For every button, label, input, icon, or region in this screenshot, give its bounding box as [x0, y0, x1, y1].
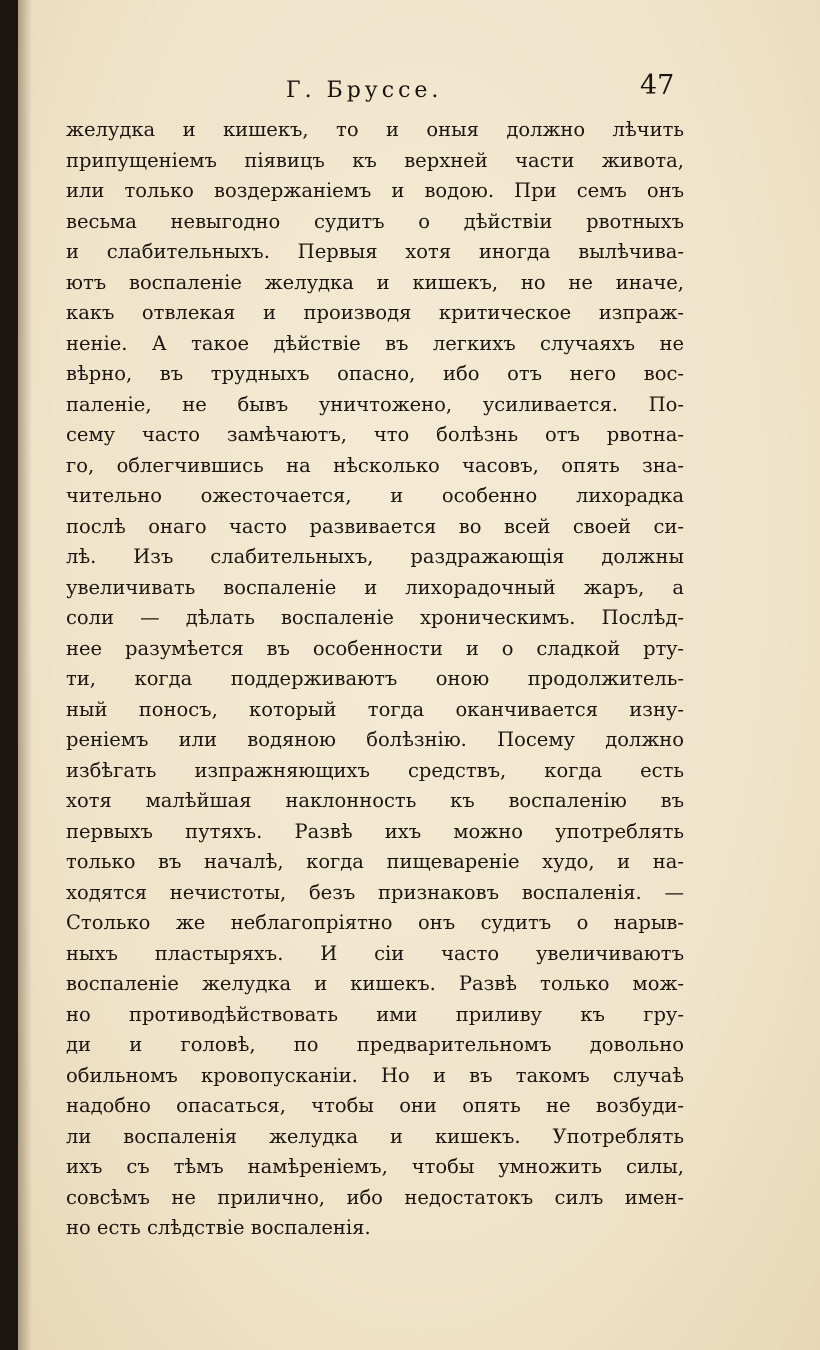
text-line: или только воздержаніемъ и водою. При семъ онъ — [66, 179, 684, 202]
text-line: припущеніемъ піявицъ къ верхней части живота, — [66, 148, 684, 172]
text-line: надобно опасаться, чтобы они опять не возбуди- — [66, 1094, 684, 1117]
text-line: ли воспаленія желудка и кишекъ. Употреблять — [66, 1124, 684, 1148]
text-line: ди и головѣ, по предварительномъ довольно — [66, 1033, 684, 1056]
text-line: какъ отвлекая и производя критическое изпраж- — [66, 301, 684, 324]
text-line: увеличивать воспаленіе и лихорадочный жаръ, а — [66, 575, 684, 599]
text-line: Столько же неблагопріятно онъ судитъ о нарыв- — [66, 911, 684, 934]
text-line: ти, когда поддерживаютъ оною продолжитель- — [66, 667, 684, 690]
text-line: хотя малѣйшая наклонность къ воспаленію въ — [66, 789, 684, 812]
text-line: весьма невыгодно судитъ о дѣйствіи рвотныхъ — [66, 209, 684, 233]
text-line: первыхъ путяхъ. Развѣ ихъ можно употреблять — [66, 819, 684, 843]
text-line: сему часто замѣчаютъ, что болѣзнь отъ рвотна- — [66, 423, 684, 446]
text-line: реніемъ или водяною болѣзнію. Посему должно — [66, 728, 684, 751]
text-line: лѣ. Изъ слабительныхъ, раздражающія должны — [66, 545, 684, 568]
text-line: вѣрно, въ трудныхъ опасно, ибо отъ него вос- — [66, 362, 684, 385]
text-line: паленіе, не бывъ уничтожено, усиливается. По- — [66, 392, 684, 416]
text-line: ный поносъ, который тогда оканчивается изну- — [66, 697, 684, 721]
book-page — [18, 0, 820, 1350]
body-text — [66, 115, 684, 1244]
text-line: избѣгать изпражняющихъ средствъ, когда есть — [66, 758, 684, 782]
text-line: но противодѣйствовать ими приливу къ гру- — [66, 1002, 684, 1026]
text-line: нее разумѣется въ особенности и о сладкой ртy- — [66, 636, 684, 660]
page-header — [18, 70, 820, 110]
text-line: чительно ожесточается, и особенно лихорадка — [66, 484, 684, 507]
text-line: ходятся нечистоты, безъ признаковъ воспаленія. — — [66, 880, 684, 904]
text-line: желудка и кишекъ, то и оныя должно лѣчить — [66, 118, 684, 141]
text-line: совсѣмъ не прилично, ибо недостатокъ силъ имен- — [66, 1185, 684, 1209]
text-line: и слабительныхъ. Первыя хотя иногда вылѣчива- — [66, 240, 684, 263]
text-line: соли — дѣлать воспаленіе хроническимъ. Послѣд- — [66, 606, 684, 629]
text-line: ихъ съ тѣмъ намѣреніемъ, чтобы умножить силы, — [66, 1155, 684, 1178]
text-line: только въ началѣ, когда пищевареніе худо, и на- — [66, 850, 684, 873]
running-head: Г. Бруссе. — [286, 78, 443, 103]
text-line: ныхъ пластыряхъ. И сіи часто увеличиваютъ — [66, 941, 684, 965]
page-number: 47 — [640, 70, 675, 101]
page-gutter-shadow — [18, 0, 32, 1350]
text-line-last: но есть слѣдствіе воспаленія. — [66, 1216, 371, 1239]
text-line: послѣ онаго часто развивается во всей своей си- — [66, 514, 684, 538]
text-line: обильномъ кровопусканіи. Но и въ такомъ случаѣ — [66, 1063, 684, 1087]
text-line: воспаленіе желудка и кишекъ. Развѣ только мож- — [66, 972, 684, 995]
text-line: го, облегчившись на нѣсколько часовъ, опять зна- — [66, 453, 684, 477]
text-line: неніе. А такое дѣйствіе въ легкихъ случаяхъ не — [66, 331, 684, 355]
text-line: ютъ воспаленіе желудка и кишекъ, но не иначе, — [66, 270, 684, 294]
